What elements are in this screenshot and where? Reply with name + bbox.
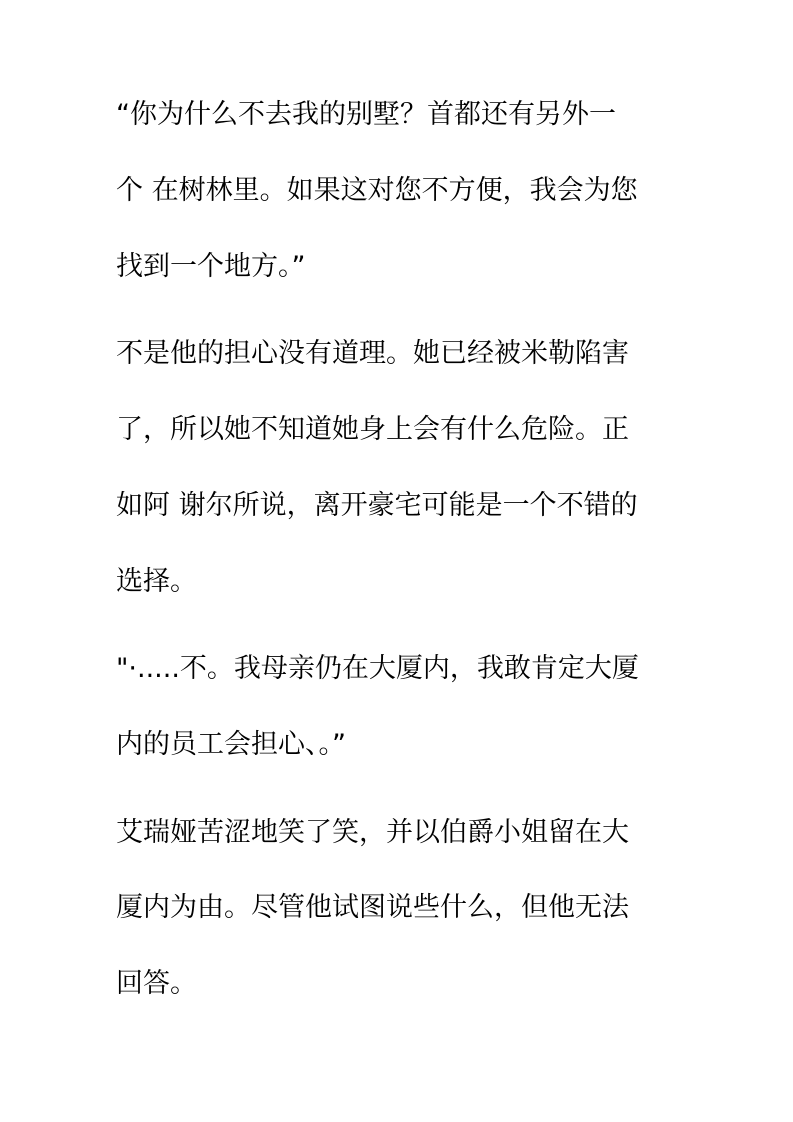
text-line: 内的员工会担心、。”: [116, 729, 346, 760]
text-line: 不是他的担心没有道理。她已经被米勒陷害: [116, 338, 629, 369]
text-line: 厦内为由。尽管他试图说些什么，但他无法: [116, 892, 629, 923]
text-line: 找到一个地方。”: [116, 251, 306, 282]
text-line: "·.....不。我母亲仍在大厦内，我敢肯定大厦: [116, 653, 639, 684]
text-line: 了，所以她不知道她身上会有什么危险。正: [116, 414, 629, 445]
text-line: “你为什么不去我的别墅？首都还有另外一: [116, 99, 616, 130]
text-line: 回答。: [116, 968, 197, 999]
text-line: 个 在树林里。如果这对您不方便，我会为您: [116, 175, 638, 206]
text-line: 选择。: [116, 566, 197, 597]
text-line: 如阿 谢尔所说，离开豪宅可能是一个不错的: [116, 490, 638, 521]
text-line: 艾瑞娅苦涩地笑了笑，并以伯爵小姐留在大: [116, 817, 629, 848]
